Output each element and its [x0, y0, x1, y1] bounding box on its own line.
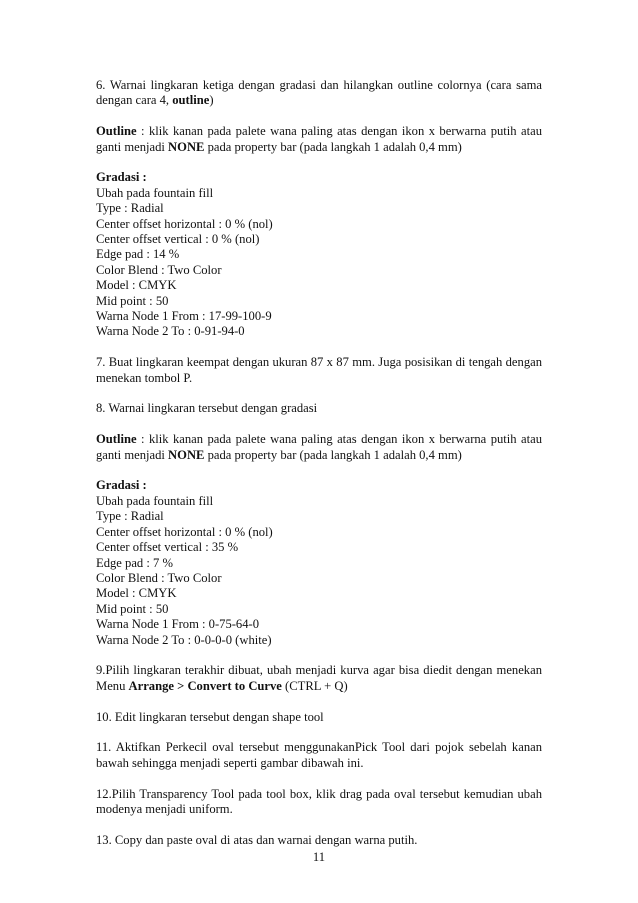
gradasi-2-line: Ubah pada fountain fill — [96, 493, 214, 508]
outline-label-1: Outline — [96, 124, 137, 139]
gradasi-2-line: Warna Node 2 To : 0-0-0-0 (white) — [96, 632, 272, 647]
step-9-paragraph — [96, 663, 542, 694]
gradasi-2-line: Edge pad : 7 % — [96, 555, 173, 570]
gradasi-1-line: Center offset horizontal : 0 % (nol) — [96, 216, 273, 231]
gradasi-1-line: Ubah pada fountain fill — [96, 185, 214, 200]
gradasi-title-1: Gradasi : — [96, 170, 147, 185]
page-number: 11 — [312, 850, 326, 864]
step-11-paragraph: 11. Aktifkan Perkecil oval tersebut menggunakanPick Tool dari pojok sebelah kanan bawah sehingga menjadi seperti gambar dibawah ini. — [96, 740, 542, 770]
gradasi-2-line: Type : Radial — [96, 509, 164, 524]
gradasi-1-line: Type : Radial — [96, 201, 164, 216]
gradasi-1-line: Color Blend : Two Color — [96, 262, 222, 277]
outline-text-2: : klik kanan pada palete wana paling atas dengan ikon x berwarna putih atau ganti menjadi — [96, 432, 542, 462]
outline-none-2: NONE — [168, 447, 205, 462]
gradasi-2-line: Warna Node 1 From : 0-75-64-0 — [96, 617, 260, 632]
step-10-paragraph: 10. Edit lingkaran tersebut dengan shape tool — [96, 709, 324, 724]
step-6-paragraph — [96, 78, 542, 109]
gradasi-block-2 — [96, 478, 542, 647]
gradasi-1-line: Warna Node 1 From : 17-99-100-9 — [96, 309, 272, 324]
outline-none-1: NONE — [168, 139, 205, 154]
step-12-paragraph: 12.Pilih Transparency Tool pada tool box, klik drag pada oval tersebut kemudian ubah modenya menjadi uniform. — [96, 786, 542, 816]
gradasi-2-line: Mid point : 50 — [96, 601, 169, 616]
gradasi-2-line: Center offset vertical : 35 % — [96, 540, 239, 555]
gradasi-1-line: Edge pad : 14 % — [96, 247, 180, 262]
step-9-bold: Arrange > Convert to Curve — [128, 678, 282, 693]
step-13-paragraph: 13. Copy dan paste oval di atas dan warnai dengan warna putih. — [96, 832, 418, 847]
gradasi-2-line: Center offset horizontal : 0 % (nol) — [96, 524, 273, 539]
step-6-bold: outline — [172, 93, 210, 108]
outline-paragraph-2 — [96, 432, 542, 463]
gradasi-title-2: Gradasi : — [96, 478, 147, 493]
step-8-paragraph: 8. Warnai lingkaran tersebut dengan gradasi — [96, 401, 318, 416]
outline-label-2: Outline — [96, 432, 137, 447]
outline-text-end-2: pada property bar (pada langkah 1 adalah 0,4 mm) — [204, 447, 462, 462]
outline-paragraph-1 — [96, 124, 542, 155]
step-6-text: 6. Warnai lingkaran ketiga dengan gradasi dan hilangkan outline colornya (cara sama dengan cara 4, — [96, 78, 542, 108]
step-9-text: 9.Pilih lingkaran terakhir dibuat, ubah menjadi kurva agar bisa diedit dengan menekan Menu — [96, 663, 542, 693]
gradasi-1-line: Center offset vertical : 0 % (nol) — [96, 232, 260, 247]
gradasi-1-line: Warna Node 2 To : 0-91-94-0 — [96, 324, 245, 339]
gradasi-2-line: Model : CMYK — [96, 586, 177, 601]
gradasi-block-1 — [96, 170, 542, 339]
document-page — [96, 78, 542, 864]
gradasi-1-line: Model : CMYK — [96, 278, 177, 293]
step-7-paragraph: 7. Buat lingkaran keempat dengan ukuran 87 x 87 mm. Juga posisikan di tengah dengan menekan tombol P. — [96, 355, 542, 385]
outline-text-1: : klik kanan pada palete wana paling atas dengan ikon x berwarna putih atau ganti menjadi — [96, 124, 542, 154]
step-6-text-end: ) — [209, 93, 214, 108]
outline-text-end-1: pada property bar (pada langkah 1 adalah 0,4 mm) — [204, 139, 462, 154]
step-9-text-end: (CTRL + Q) — [281, 678, 348, 693]
gradasi-1-line: Mid point : 50 — [96, 293, 169, 308]
gradasi-2-line: Color Blend : Two Color — [96, 570, 222, 585]
